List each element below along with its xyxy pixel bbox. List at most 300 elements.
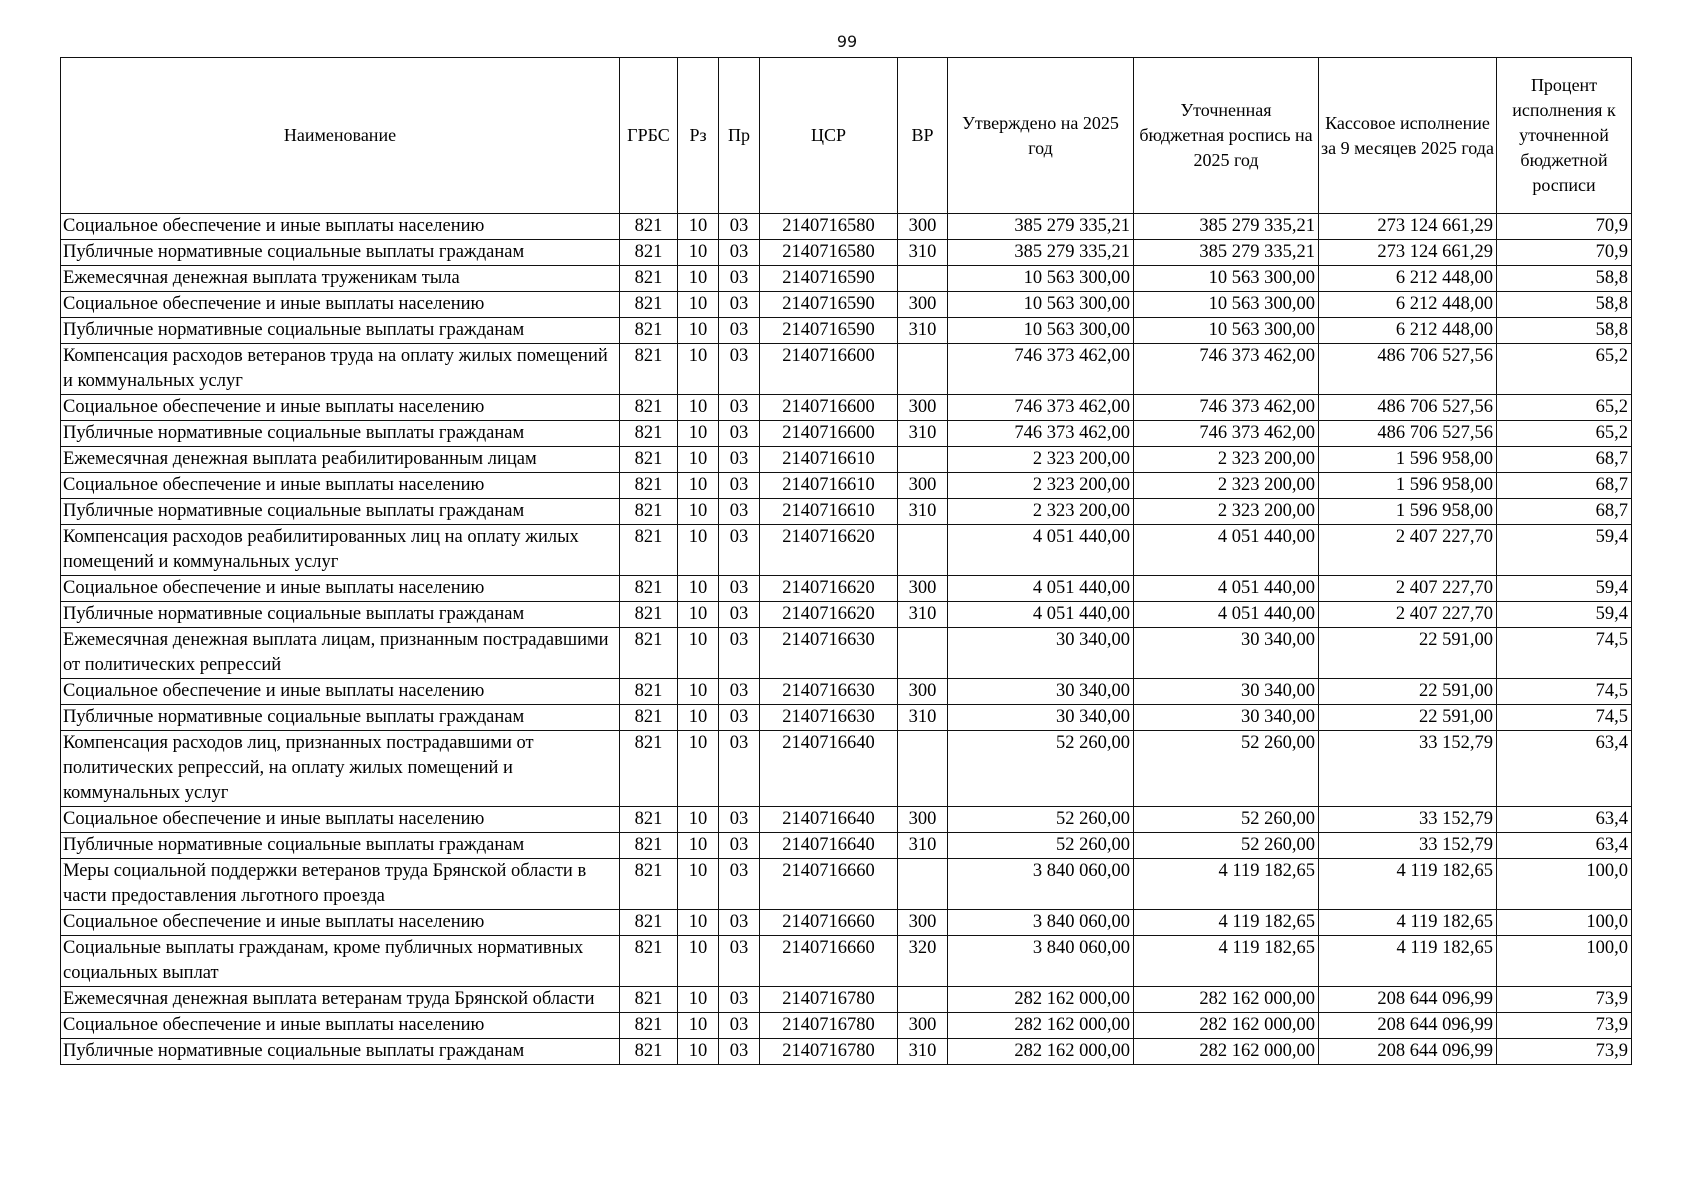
cell-percent: 70,9 bbox=[1497, 240, 1632, 266]
table-row bbox=[61, 1039, 1632, 1065]
cell-revised: 4 119 182,65 bbox=[1134, 910, 1319, 936]
cell-rz: 10 bbox=[678, 499, 719, 525]
cell-pr: 03 bbox=[719, 859, 760, 910]
cell-approved: 2 323 200,00 bbox=[948, 473, 1134, 499]
table-row bbox=[61, 833, 1632, 859]
cell-revised: 4 119 182,65 bbox=[1134, 859, 1319, 910]
cell-rz: 10 bbox=[678, 525, 719, 576]
cell-executed: 1 596 958,00 bbox=[1319, 499, 1497, 525]
cell-pr: 03 bbox=[719, 318, 760, 344]
cell-approved: 3 840 060,00 bbox=[948, 859, 1134, 910]
cell-pr: 03 bbox=[719, 292, 760, 318]
cell-rz: 10 bbox=[678, 473, 719, 499]
cell-csr: 2140716640 bbox=[760, 731, 898, 807]
cell-vr bbox=[898, 731, 948, 807]
cell-percent: 63,4 bbox=[1497, 731, 1632, 807]
table-body bbox=[61, 214, 1632, 1065]
cell-percent: 58,8 bbox=[1497, 318, 1632, 344]
cell-percent: 65,2 bbox=[1497, 421, 1632, 447]
cell-name: Публичные нормативные социальные выплаты гражданам bbox=[61, 499, 620, 525]
budget-table bbox=[60, 57, 1632, 1065]
cell-approved: 282 162 000,00 bbox=[948, 1039, 1134, 1065]
cell-percent: 73,9 bbox=[1497, 987, 1632, 1013]
cell-approved: 2 323 200,00 bbox=[948, 499, 1134, 525]
table-row bbox=[61, 602, 1632, 628]
cell-csr: 2140716590 bbox=[760, 318, 898, 344]
cell-pr: 03 bbox=[719, 576, 760, 602]
cell-approved: 3 840 060,00 bbox=[948, 936, 1134, 987]
cell-revised: 282 162 000,00 bbox=[1134, 1013, 1319, 1039]
cell-approved: 10 563 300,00 bbox=[948, 292, 1134, 318]
cell-vr bbox=[898, 859, 948, 910]
cell-name: Компенсация расходов лиц, признанных пострадавшими от политических репрессий, на оплату жилых помещений и коммунальных услуг bbox=[61, 731, 620, 807]
cell-name: Компенсация расходов реабилитированных лиц на оплату жилых помещений и коммунальных услуг bbox=[61, 525, 620, 576]
cell-name: Социальное обеспечение и иные выплаты населению bbox=[61, 473, 620, 499]
table-row bbox=[61, 679, 1632, 705]
cell-grbs: 821 bbox=[620, 525, 678, 576]
cell-name: Публичные нормативные социальные выплаты гражданам bbox=[61, 602, 620, 628]
cell-name: Социальное обеспечение и иные выплаты населению bbox=[61, 214, 620, 240]
cell-rz: 10 bbox=[678, 318, 719, 344]
cell-csr: 2140716620 bbox=[760, 525, 898, 576]
cell-pr: 03 bbox=[719, 833, 760, 859]
cell-name: Ежемесячная денежная выплата труженикам тыла bbox=[61, 266, 620, 292]
cell-grbs: 821 bbox=[620, 214, 678, 240]
cell-grbs: 821 bbox=[620, 705, 678, 731]
cell-rz: 10 bbox=[678, 576, 719, 602]
cell-approved: 10 563 300,00 bbox=[948, 266, 1134, 292]
cell-pr: 03 bbox=[719, 679, 760, 705]
cell-csr: 2140716590 bbox=[760, 292, 898, 318]
cell-csr: 2140716600 bbox=[760, 421, 898, 447]
cell-executed: 208 644 096,99 bbox=[1319, 1013, 1497, 1039]
cell-csr: 2140716630 bbox=[760, 705, 898, 731]
cell-vr: 300 bbox=[898, 910, 948, 936]
cell-executed: 486 706 527,56 bbox=[1319, 421, 1497, 447]
cell-rz: 10 bbox=[678, 910, 719, 936]
table-row bbox=[61, 240, 1632, 266]
cell-grbs: 821 bbox=[620, 292, 678, 318]
cell-revised: 30 340,00 bbox=[1134, 705, 1319, 731]
cell-grbs: 821 bbox=[620, 421, 678, 447]
cell-name: Публичные нормативные социальные выплаты гражданам bbox=[61, 1039, 620, 1065]
cell-csr: 2140716780 bbox=[760, 987, 898, 1013]
cell-revised: 10 563 300,00 bbox=[1134, 266, 1319, 292]
cell-pr: 03 bbox=[719, 807, 760, 833]
cell-executed: 33 152,79 bbox=[1319, 731, 1497, 807]
cell-approved: 385 279 335,21 bbox=[948, 214, 1134, 240]
cell-revised: 282 162 000,00 bbox=[1134, 1039, 1319, 1065]
cell-name: Ежемесячная денежная выплата ветеранам труда Брянской области bbox=[61, 987, 620, 1013]
cell-pr: 03 bbox=[719, 936, 760, 987]
cell-revised: 52 260,00 bbox=[1134, 731, 1319, 807]
cell-vr: 300 bbox=[898, 395, 948, 421]
cell-csr: 2140716660 bbox=[760, 859, 898, 910]
cell-name: Социальное обеспечение и иные выплаты населению bbox=[61, 576, 620, 602]
cell-rz: 10 bbox=[678, 344, 719, 395]
cell-revised: 4 051 440,00 bbox=[1134, 525, 1319, 576]
cell-grbs: 821 bbox=[620, 240, 678, 266]
cell-grbs: 821 bbox=[620, 807, 678, 833]
cell-name: Публичные нормативные социальные выплаты гражданам bbox=[61, 833, 620, 859]
cell-vr bbox=[898, 344, 948, 395]
table-row bbox=[61, 576, 1632, 602]
cell-revised: 30 340,00 bbox=[1134, 628, 1319, 679]
cell-pr: 03 bbox=[719, 910, 760, 936]
cell-percent: 100,0 bbox=[1497, 859, 1632, 910]
table-row bbox=[61, 936, 1632, 987]
cell-executed: 1 596 958,00 bbox=[1319, 473, 1497, 499]
cell-csr: 2140716580 bbox=[760, 214, 898, 240]
table-row bbox=[61, 525, 1632, 576]
table-row bbox=[61, 859, 1632, 910]
table-row bbox=[61, 473, 1632, 499]
cell-name: Социальное обеспечение и иные выплаты населению bbox=[61, 1013, 620, 1039]
cell-pr: 03 bbox=[719, 1013, 760, 1039]
cell-vr: 310 bbox=[898, 421, 948, 447]
cell-percent: 58,8 bbox=[1497, 266, 1632, 292]
cell-vr bbox=[898, 525, 948, 576]
cell-executed: 6 212 448,00 bbox=[1319, 318, 1497, 344]
cell-grbs: 821 bbox=[620, 473, 678, 499]
cell-grbs: 821 bbox=[620, 344, 678, 395]
cell-approved: 282 162 000,00 bbox=[948, 987, 1134, 1013]
cell-executed: 2 407 227,70 bbox=[1319, 525, 1497, 576]
cell-revised: 10 563 300,00 bbox=[1134, 292, 1319, 318]
cell-pr: 03 bbox=[719, 602, 760, 628]
cell-name: Социальное обеспечение и иные выплаты населению bbox=[61, 395, 620, 421]
cell-percent: 73,9 bbox=[1497, 1013, 1632, 1039]
cell-pr: 03 bbox=[719, 344, 760, 395]
cell-executed: 6 212 448,00 bbox=[1319, 266, 1497, 292]
cell-csr: 2140716630 bbox=[760, 628, 898, 679]
cell-rz: 10 bbox=[678, 731, 719, 807]
cell-name: Социальные выплаты гражданам, кроме публичных нормативных социальных выплат bbox=[61, 936, 620, 987]
cell-name: Социальное обеспечение и иные выплаты населению bbox=[61, 910, 620, 936]
cell-rz: 10 bbox=[678, 421, 719, 447]
cell-csr: 2140716600 bbox=[760, 395, 898, 421]
cell-approved: 282 162 000,00 bbox=[948, 1013, 1134, 1039]
cell-rz: 10 bbox=[678, 807, 719, 833]
cell-vr bbox=[898, 447, 948, 473]
cell-grbs: 821 bbox=[620, 499, 678, 525]
table-row bbox=[61, 807, 1632, 833]
table-header-row bbox=[61, 58, 1632, 214]
cell-name: Социальное обеспечение и иные выплаты населению bbox=[61, 807, 620, 833]
cell-pr: 03 bbox=[719, 447, 760, 473]
cell-vr: 300 bbox=[898, 292, 948, 318]
cell-rz: 10 bbox=[678, 240, 719, 266]
cell-grbs: 821 bbox=[620, 910, 678, 936]
cell-approved: 30 340,00 bbox=[948, 679, 1134, 705]
cell-executed: 22 591,00 bbox=[1319, 705, 1497, 731]
cell-name: Публичные нормативные социальные выплаты гражданам bbox=[61, 421, 620, 447]
table-row bbox=[61, 214, 1632, 240]
cell-grbs: 821 bbox=[620, 447, 678, 473]
cell-approved: 30 340,00 bbox=[948, 628, 1134, 679]
cell-name: Публичные нормативные социальные выплаты гражданам bbox=[61, 240, 620, 266]
cell-name: Публичные нормативные социальные выплаты гражданам bbox=[61, 705, 620, 731]
cell-executed: 2 407 227,70 bbox=[1319, 576, 1497, 602]
col-header-revised: Уточненная бюджетная роспись на 2025 год bbox=[1134, 58, 1319, 214]
cell-grbs: 821 bbox=[620, 318, 678, 344]
table-row bbox=[61, 705, 1632, 731]
cell-revised: 746 373 462,00 bbox=[1134, 344, 1319, 395]
cell-vr: 310 bbox=[898, 499, 948, 525]
table-row bbox=[61, 447, 1632, 473]
table-row bbox=[61, 266, 1632, 292]
cell-name: Меры социальной поддержки ветеранов труда Брянской области в части предоставления льготного проезда bbox=[61, 859, 620, 910]
cell-rz: 10 bbox=[678, 628, 719, 679]
cell-csr: 2140716640 bbox=[760, 807, 898, 833]
cell-name: Социальное обеспечение и иные выплаты населению bbox=[61, 292, 620, 318]
cell-vr: 310 bbox=[898, 705, 948, 731]
cell-revised: 2 323 200,00 bbox=[1134, 473, 1319, 499]
cell-revised: 30 340,00 bbox=[1134, 679, 1319, 705]
cell-percent: 70,9 bbox=[1497, 214, 1632, 240]
cell-percent: 74,5 bbox=[1497, 628, 1632, 679]
cell-approved: 4 051 440,00 bbox=[948, 576, 1134, 602]
cell-pr: 03 bbox=[719, 705, 760, 731]
table-row bbox=[61, 910, 1632, 936]
cell-grbs: 821 bbox=[620, 1013, 678, 1039]
cell-vr: 310 bbox=[898, 240, 948, 266]
cell-approved: 746 373 462,00 bbox=[948, 395, 1134, 421]
cell-csr: 2140716610 bbox=[760, 473, 898, 499]
cell-grbs: 821 bbox=[620, 987, 678, 1013]
cell-name: Компенсация расходов ветеранов труда на оплату жилых помещений и коммунальных услуг bbox=[61, 344, 620, 395]
cell-executed: 22 591,00 bbox=[1319, 679, 1497, 705]
cell-vr: 300 bbox=[898, 576, 948, 602]
cell-percent: 59,4 bbox=[1497, 525, 1632, 576]
cell-grbs: 821 bbox=[620, 731, 678, 807]
cell-pr: 03 bbox=[719, 628, 760, 679]
cell-percent: 65,2 bbox=[1497, 395, 1632, 421]
cell-percent: 68,7 bbox=[1497, 473, 1632, 499]
cell-rz: 10 bbox=[678, 447, 719, 473]
cell-pr: 03 bbox=[719, 266, 760, 292]
cell-percent: 74,5 bbox=[1497, 705, 1632, 731]
cell-csr: 2140716610 bbox=[760, 447, 898, 473]
cell-approved: 2 323 200,00 bbox=[948, 447, 1134, 473]
cell-name: Ежемесячная денежная выплата реабилитированным лицам bbox=[61, 447, 620, 473]
cell-revised: 4 051 440,00 bbox=[1134, 602, 1319, 628]
cell-executed: 1 596 958,00 bbox=[1319, 447, 1497, 473]
cell-rz: 10 bbox=[678, 987, 719, 1013]
cell-percent: 68,7 bbox=[1497, 499, 1632, 525]
cell-revised: 746 373 462,00 bbox=[1134, 395, 1319, 421]
cell-grbs: 821 bbox=[620, 859, 678, 910]
col-header-csr: ЦСР bbox=[760, 58, 898, 214]
cell-pr: 03 bbox=[719, 421, 760, 447]
cell-rz: 10 bbox=[678, 214, 719, 240]
cell-name: Социальное обеспечение и иные выплаты населению bbox=[61, 679, 620, 705]
cell-vr: 310 bbox=[898, 318, 948, 344]
table-row bbox=[61, 731, 1632, 807]
cell-grbs: 821 bbox=[620, 679, 678, 705]
cell-pr: 03 bbox=[719, 731, 760, 807]
cell-percent: 65,2 bbox=[1497, 344, 1632, 395]
cell-name: Публичные нормативные социальные выплаты гражданам bbox=[61, 318, 620, 344]
cell-csr: 2140716620 bbox=[760, 602, 898, 628]
cell-executed: 33 152,79 bbox=[1319, 807, 1497, 833]
cell-pr: 03 bbox=[719, 214, 760, 240]
cell-vr bbox=[898, 628, 948, 679]
cell-rz: 10 bbox=[678, 705, 719, 731]
col-header-name: Наименование bbox=[61, 58, 620, 214]
cell-percent: 68,7 bbox=[1497, 447, 1632, 473]
cell-approved: 4 051 440,00 bbox=[948, 602, 1134, 628]
cell-percent: 73,9 bbox=[1497, 1039, 1632, 1065]
cell-approved: 3 840 060,00 bbox=[948, 910, 1134, 936]
cell-grbs: 821 bbox=[620, 1039, 678, 1065]
cell-vr: 300 bbox=[898, 214, 948, 240]
cell-percent: 63,4 bbox=[1497, 833, 1632, 859]
table-row bbox=[61, 344, 1632, 395]
cell-executed: 22 591,00 bbox=[1319, 628, 1497, 679]
cell-percent: 100,0 bbox=[1497, 910, 1632, 936]
cell-approved: 746 373 462,00 bbox=[948, 421, 1134, 447]
cell-rz: 10 bbox=[678, 395, 719, 421]
cell-grbs: 821 bbox=[620, 266, 678, 292]
cell-executed: 4 119 182,65 bbox=[1319, 859, 1497, 910]
cell-rz: 10 bbox=[678, 1013, 719, 1039]
cell-executed: 486 706 527,56 bbox=[1319, 395, 1497, 421]
cell-vr: 300 bbox=[898, 679, 948, 705]
cell-executed: 486 706 527,56 bbox=[1319, 344, 1497, 395]
cell-percent: 100,0 bbox=[1497, 936, 1632, 987]
cell-csr: 2140716660 bbox=[760, 910, 898, 936]
cell-approved: 10 563 300,00 bbox=[948, 318, 1134, 344]
cell-percent: 58,8 bbox=[1497, 292, 1632, 318]
cell-csr: 2140716580 bbox=[760, 240, 898, 266]
cell-executed: 208 644 096,99 bbox=[1319, 1039, 1497, 1065]
cell-approved: 30 340,00 bbox=[948, 705, 1134, 731]
page-number: 99 bbox=[836, 32, 858, 51]
table-row bbox=[61, 1013, 1632, 1039]
table-row bbox=[61, 292, 1632, 318]
cell-revised: 52 260,00 bbox=[1134, 833, 1319, 859]
cell-grbs: 821 bbox=[620, 602, 678, 628]
cell-vr bbox=[898, 266, 948, 292]
table-row bbox=[61, 628, 1632, 679]
cell-revised: 10 563 300,00 bbox=[1134, 318, 1319, 344]
col-header-percent: Процент исполнения к уточненной бюджетной росписи bbox=[1497, 58, 1632, 214]
cell-percent: 59,4 bbox=[1497, 576, 1632, 602]
cell-grbs: 821 bbox=[620, 833, 678, 859]
cell-pr: 03 bbox=[719, 525, 760, 576]
cell-csr: 2140716590 bbox=[760, 266, 898, 292]
cell-revised: 4 051 440,00 bbox=[1134, 576, 1319, 602]
cell-rz: 10 bbox=[678, 859, 719, 910]
cell-csr: 2140716620 bbox=[760, 576, 898, 602]
col-header-pr: Пр bbox=[719, 58, 760, 214]
cell-percent: 63,4 bbox=[1497, 807, 1632, 833]
cell-vr: 310 bbox=[898, 602, 948, 628]
table-row bbox=[61, 987, 1632, 1013]
cell-percent: 59,4 bbox=[1497, 602, 1632, 628]
cell-executed: 2 407 227,70 bbox=[1319, 602, 1497, 628]
col-header-approved: Утверждено на 2025 год bbox=[948, 58, 1134, 214]
cell-approved: 52 260,00 bbox=[948, 807, 1134, 833]
cell-pr: 03 bbox=[719, 499, 760, 525]
cell-rz: 10 bbox=[678, 679, 719, 705]
col-header-grbs: ГРБС bbox=[620, 58, 678, 214]
table-row bbox=[61, 318, 1632, 344]
cell-revised: 282 162 000,00 bbox=[1134, 987, 1319, 1013]
cell-pr: 03 bbox=[719, 240, 760, 266]
col-header-vr: ВР bbox=[898, 58, 948, 214]
cell-csr: 2140716640 bbox=[760, 833, 898, 859]
cell-revised: 2 323 200,00 bbox=[1134, 447, 1319, 473]
cell-executed: 4 119 182,65 bbox=[1319, 936, 1497, 987]
cell-executed: 273 124 661,29 bbox=[1319, 240, 1497, 266]
cell-rz: 10 bbox=[678, 1039, 719, 1065]
cell-vr: 300 bbox=[898, 807, 948, 833]
cell-pr: 03 bbox=[719, 473, 760, 499]
cell-vr: 300 bbox=[898, 1013, 948, 1039]
table-row bbox=[61, 421, 1632, 447]
cell-revised: 385 279 335,21 bbox=[1134, 240, 1319, 266]
cell-pr: 03 bbox=[719, 987, 760, 1013]
cell-csr: 2140716630 bbox=[760, 679, 898, 705]
cell-name: Ежемесячная денежная выплата лицам, признанным пострадавшими от политических репрессий bbox=[61, 628, 620, 679]
cell-csr: 2140716600 bbox=[760, 344, 898, 395]
cell-rz: 10 bbox=[678, 833, 719, 859]
cell-executed: 6 212 448,00 bbox=[1319, 292, 1497, 318]
cell-approved: 746 373 462,00 bbox=[948, 344, 1134, 395]
cell-approved: 4 051 440,00 bbox=[948, 525, 1134, 576]
cell-executed: 273 124 661,29 bbox=[1319, 214, 1497, 240]
cell-grbs: 821 bbox=[620, 395, 678, 421]
cell-vr: 310 bbox=[898, 1039, 948, 1065]
table-row bbox=[61, 499, 1632, 525]
cell-rz: 10 bbox=[678, 292, 719, 318]
cell-executed: 208 644 096,99 bbox=[1319, 987, 1497, 1013]
cell-csr: 2140716780 bbox=[760, 1013, 898, 1039]
cell-grbs: 821 bbox=[620, 936, 678, 987]
cell-grbs: 821 bbox=[620, 628, 678, 679]
cell-vr: 300 bbox=[898, 473, 948, 499]
cell-approved: 52 260,00 bbox=[948, 731, 1134, 807]
cell-executed: 4 119 182,65 bbox=[1319, 910, 1497, 936]
cell-grbs: 821 bbox=[620, 576, 678, 602]
cell-revised: 52 260,00 bbox=[1134, 807, 1319, 833]
cell-executed: 33 152,79 bbox=[1319, 833, 1497, 859]
cell-vr: 310 bbox=[898, 833, 948, 859]
table-row bbox=[61, 395, 1632, 421]
cell-rz: 10 bbox=[678, 266, 719, 292]
cell-vr bbox=[898, 987, 948, 1013]
cell-pr: 03 bbox=[719, 1039, 760, 1065]
cell-csr: 2140716660 bbox=[760, 936, 898, 987]
cell-pr: 03 bbox=[719, 395, 760, 421]
cell-csr: 2140716780 bbox=[760, 1039, 898, 1065]
cell-rz: 10 bbox=[678, 936, 719, 987]
cell-approved: 52 260,00 bbox=[948, 833, 1134, 859]
col-header-rz: Рз bbox=[678, 58, 719, 214]
col-header-executed: Кассовое исполнение за 9 месяцев 2025 года bbox=[1319, 58, 1497, 214]
cell-revised: 746 373 462,00 bbox=[1134, 421, 1319, 447]
cell-percent: 74,5 bbox=[1497, 679, 1632, 705]
cell-vr: 320 bbox=[898, 936, 948, 987]
cell-rz: 10 bbox=[678, 602, 719, 628]
cell-revised: 4 119 182,65 bbox=[1134, 936, 1319, 987]
cell-revised: 2 323 200,00 bbox=[1134, 499, 1319, 525]
cell-revised: 385 279 335,21 bbox=[1134, 214, 1319, 240]
cell-approved: 385 279 335,21 bbox=[948, 240, 1134, 266]
cell-csr: 2140716610 bbox=[760, 499, 898, 525]
